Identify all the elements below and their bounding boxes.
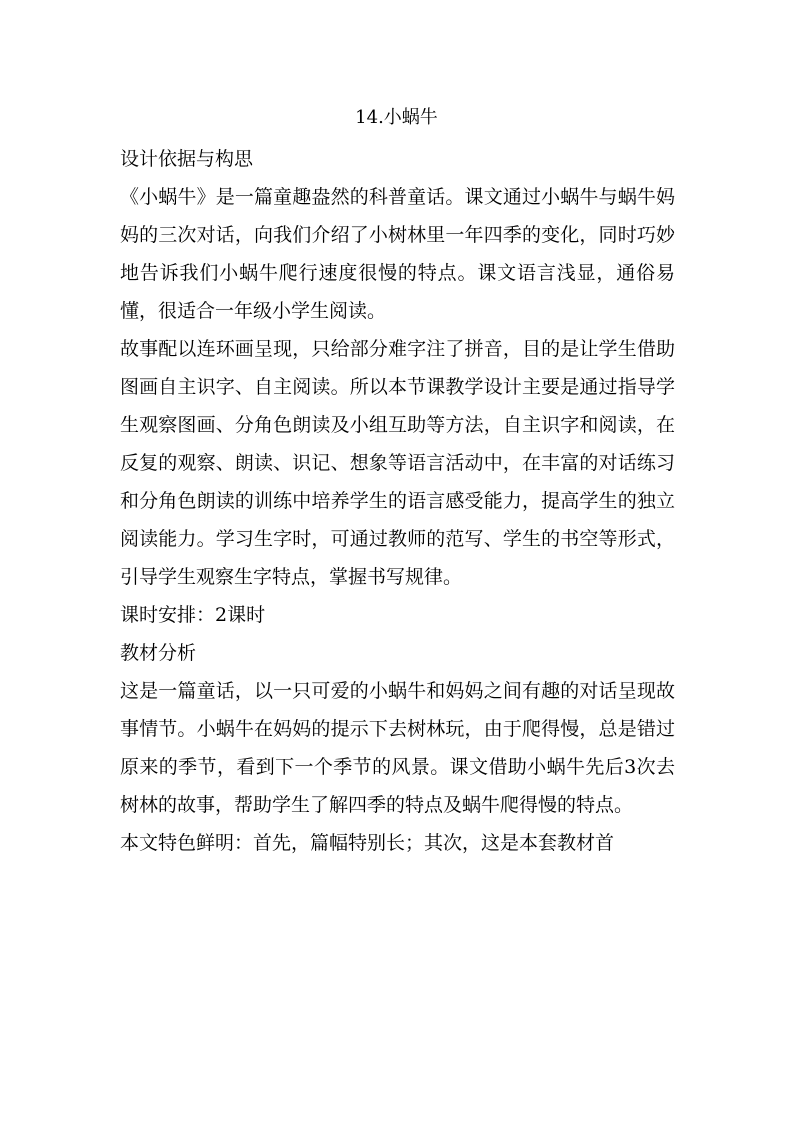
document-title: 14.小蜗牛 xyxy=(355,107,438,128)
paragraph-schedule: 课时安排：2课时 xyxy=(120,604,266,626)
document-body xyxy=(120,140,675,862)
paragraph-features: 本文特色鲜明：首先，篇幅特别长；其次，这是本套教材首 xyxy=(120,832,615,854)
section-heading-design: 设计依据与构思 xyxy=(120,148,254,170)
section-heading-analysis: 教材分析 xyxy=(120,642,197,664)
paragraph-method: 故事配以连环画呈现，只给部分难字注了拼音，目的是让学生借助图画自主识字、自主阅读。所以本节课教学设计主要是通过指导学生观察图画、分角色朗读及小组互助等方法，自主识字和阅读，在反复的观察、朗读、识记、想象等语言活动中，在丰富的对话练习和分角色朗读的训练中培养学生的语言感受能力，提高学生的独立阅读能力。学习生字时，可通过教师的范写、学生的书空等形式，引导学生观察生字特点，掌握书写规律。 xyxy=(120,338,675,588)
paragraph-intro: 《小蜗牛》是一篇童趣盎然的科普童话。课文通过小蜗牛与蜗牛妈妈的三次对话，向我们介绍了小树林里一年四季的变化，同时巧妙地告诉我们小蜗牛爬行速度很慢的特点。课文语言浅显，通俗易懂，很适合一年级小学生阅读。 xyxy=(120,186,675,322)
paragraph-analysis: 这是一篇童话，以一只可爱的小蜗牛和妈妈之间有趣的对话呈现故事情节。小蜗牛在妈妈的提示下去树林玩，由于爬得慢，总是错过原来的季节，看到下一个季节的风景。课文借助小蜗牛先后3次去树林的故事，帮助学生了解四季的特点及蜗牛爬得慢的特点。 xyxy=(120,680,675,816)
